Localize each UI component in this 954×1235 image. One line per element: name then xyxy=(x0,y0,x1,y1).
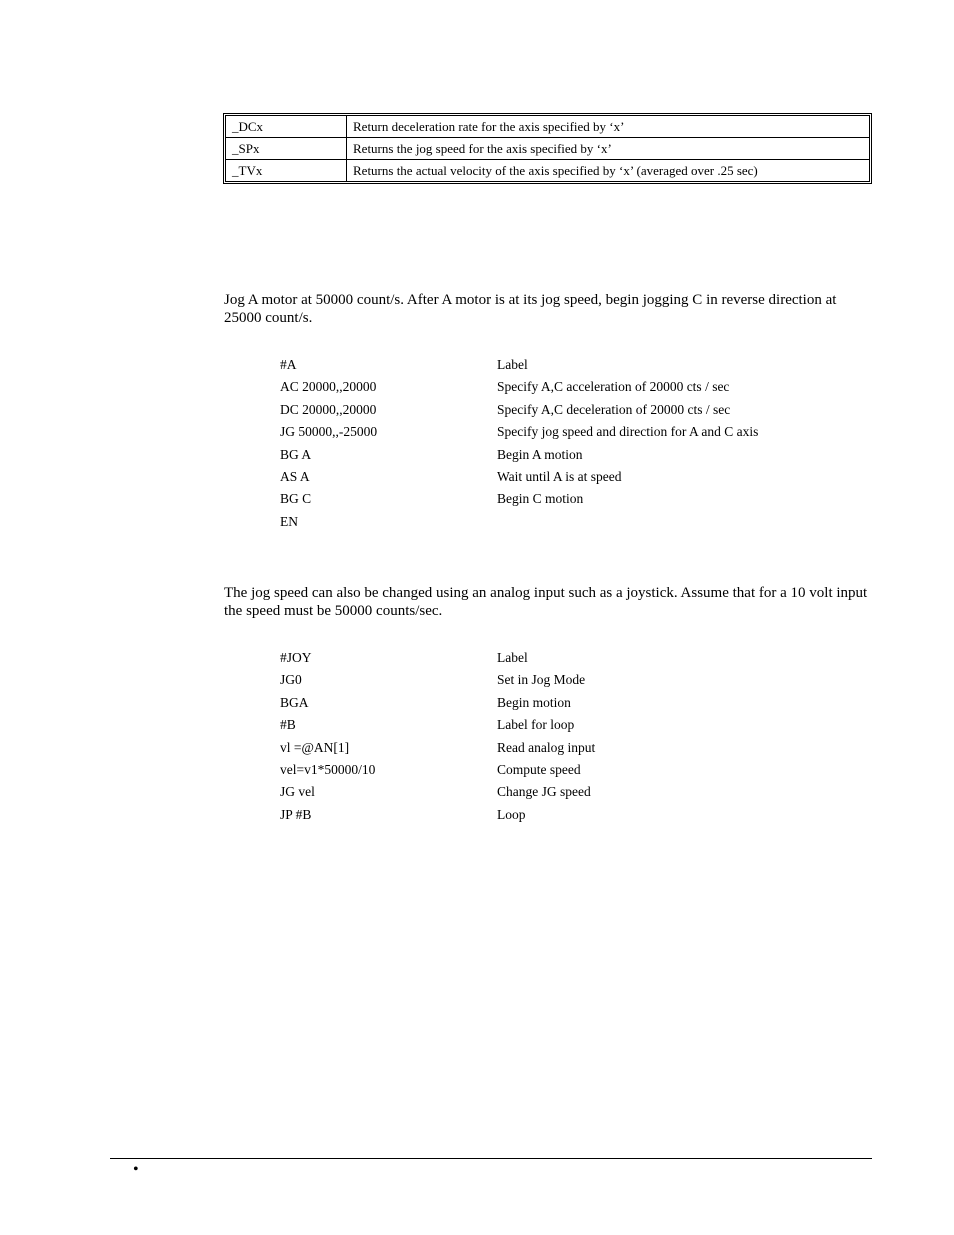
table-row xyxy=(226,138,870,160)
code-command: JG 50000,,-25000 xyxy=(280,424,378,440)
code-line xyxy=(280,376,840,398)
operand-table-grid xyxy=(225,115,870,182)
example2-paragraph: The jog speed can also be changed using an analog input such as a joystick. Assume that for a 10 volt input the speed must be 50000 counts/sec. xyxy=(224,585,868,619)
code-comment: Label xyxy=(497,650,528,665)
code-comment: Set in Jog Mode xyxy=(497,672,586,688)
operand-cell: _DCx xyxy=(226,116,347,138)
footer-divider xyxy=(110,1158,872,1159)
table-row xyxy=(226,160,870,182)
code-comment: Label xyxy=(497,357,528,372)
code-command: vel=v1*50000/10 xyxy=(280,761,376,777)
code-line xyxy=(280,759,840,781)
code-comment: Specify A,C acceleration of 20000 cts / sec xyxy=(497,379,730,395)
code-line xyxy=(280,511,840,533)
code-comment: Begin motion xyxy=(497,694,571,710)
code-command: #B xyxy=(280,717,296,733)
code-comment: Read analog input xyxy=(497,739,596,755)
code-line xyxy=(280,647,840,669)
code-command: AS A xyxy=(280,468,310,484)
code-command: JG vel xyxy=(280,784,315,800)
code-command: #A xyxy=(280,357,297,372)
code-line xyxy=(280,669,840,691)
code-comment: Label for loop xyxy=(497,717,575,733)
code-command: DC 20000,,20000 xyxy=(280,401,377,417)
code-line xyxy=(280,737,840,759)
operand-cell: _TVx xyxy=(226,160,347,182)
code-line xyxy=(280,781,840,803)
code-command: BG C xyxy=(280,491,312,507)
example1-code-block xyxy=(280,354,840,533)
code-line xyxy=(280,692,840,714)
code-command: #JOY xyxy=(280,650,312,665)
example2-code-block xyxy=(280,647,840,826)
code-command: BGA xyxy=(280,694,309,710)
code-command: JG0 xyxy=(280,672,302,688)
code-comment xyxy=(497,511,840,533)
code-line xyxy=(280,444,840,466)
code-line xyxy=(280,354,840,376)
code-command: JP #B xyxy=(280,806,312,822)
code-line xyxy=(280,804,840,826)
code-comment: Loop xyxy=(497,806,526,822)
description-cell: Returns the actual velocity of the axis specified by ‘x’ (averaged over .25 sec) xyxy=(347,160,870,182)
code-line xyxy=(280,714,840,736)
code-command: vl =@AN[1] xyxy=(280,739,350,755)
footer-bullet: • xyxy=(133,1161,139,1178)
description-cell: Return deceleration rate for the axis specified by ‘x’ xyxy=(347,116,870,138)
code-comment: Change JG speed xyxy=(497,784,591,800)
code-command: EN xyxy=(280,513,298,529)
code-comment: Begin A motion xyxy=(497,446,583,462)
code-comment: Wait until A is at speed xyxy=(497,468,622,484)
code-command: BG A xyxy=(280,446,312,462)
operand-cell: _SPx xyxy=(226,138,347,160)
code-line xyxy=(280,466,840,488)
description-cell: Returns the jog speed for the axis specified by ‘x’ xyxy=(347,138,870,160)
code-comment: Begin C motion xyxy=(497,491,584,507)
code-command: AC 20000,,20000 xyxy=(280,379,377,395)
code-comment: Specify A,C deceleration of 20000 cts / sec xyxy=(497,401,731,417)
table-row xyxy=(226,116,870,138)
code-comment: Specify jog speed and direction for A and C axis xyxy=(497,424,759,440)
example1-paragraph: Jog A motor at 50000 count/s. After A motor is at its jog speed, begin jogging C in reverse direction at 25000 count/s. xyxy=(224,292,837,326)
code-line xyxy=(280,399,840,421)
code-line xyxy=(280,488,840,510)
code-line xyxy=(280,421,840,443)
code-comment: Compute speed xyxy=(497,761,581,777)
operand-table xyxy=(223,113,872,184)
